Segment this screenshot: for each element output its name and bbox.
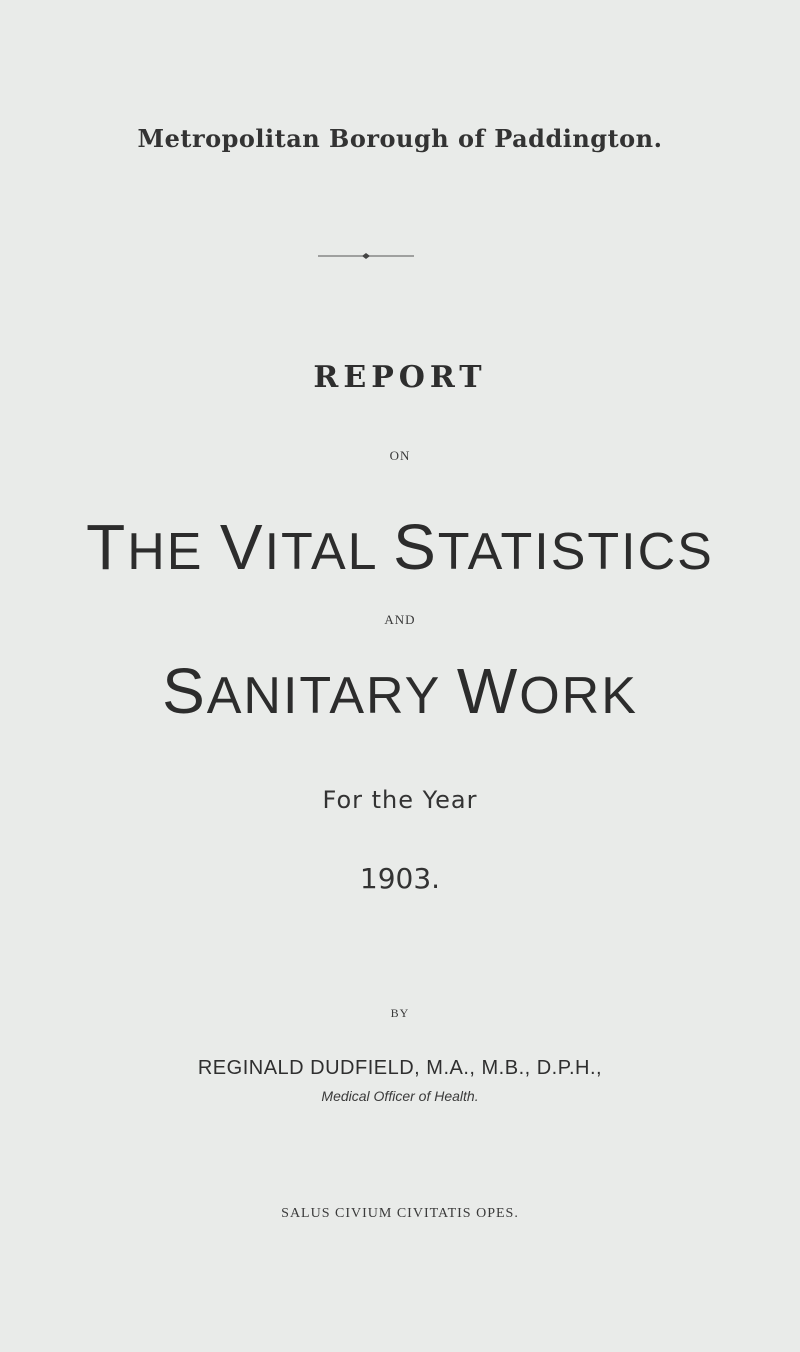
word-anitary: ANITARY [206,667,457,725]
title-sanitary-work [0,654,800,728]
author-role: Medical Officer of Health. [321,1088,479,1104]
motto: SALUS CIVIUM CIVITATIS OPES. [281,1206,519,1221]
word-ital: ITAL [264,523,394,581]
title-vital-statistics [0,510,800,584]
borough-heading: Metropolitan Borough of Paddington. [137,124,663,153]
for-the-year: For the Year [322,786,478,814]
report-year: 1903. [359,862,441,895]
by-label: BY [390,1006,410,1020]
word-ork: ORK [519,667,638,725]
word-tatistics: TATISTICS [437,523,714,581]
word-he: HE [127,523,220,581]
initial-w: W [456,655,520,727]
initial-t: T [86,511,128,583]
report-heading: REPORT [313,360,487,395]
initial-s: S [393,511,438,583]
ornament-divider [318,253,414,259]
initial-v: V [219,511,265,583]
on-label: ON [389,448,411,463]
initial-s2: S [162,655,207,727]
and-label: AND [384,612,416,627]
author-name: REGINALD DUDFIELD, M.A., M.B., D.P.H., [197,1057,603,1079]
